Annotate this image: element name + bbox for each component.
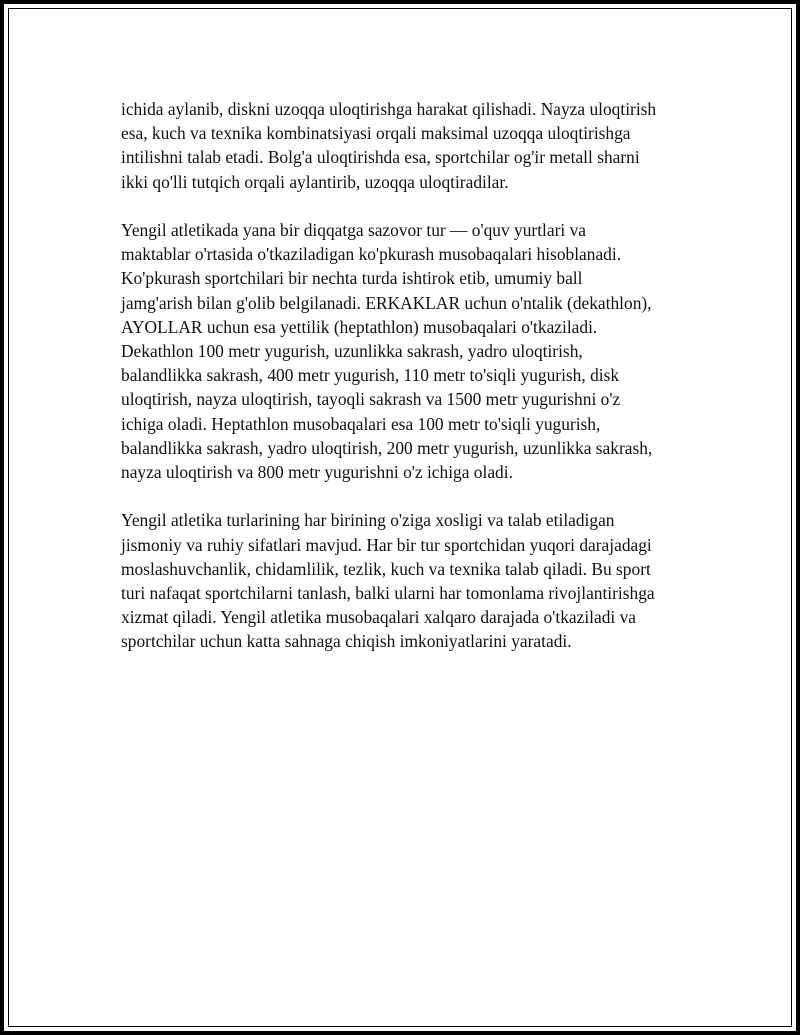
text-line: xizmat qiladi. Yengil atletika musobaqalari xalqaro darajada o'tkaziladi va <box>121 607 637 628</box>
text-line: Yengil atletika turlarining har birining o'ziga xosligi va talab etiladigan <box>121 510 615 531</box>
text-line: ichiga oladi. Heptathlon musobaqalari esa 100 metr to'siqli yugurish, <box>121 413 601 434</box>
text-line: nayza uloqtirish va 800 metr yugurishni o'z ichiga oladi. <box>121 462 513 483</box>
text-line: sportchilar uchun katta sahnaga chiqish imkoniyatlarini yaratadi. <box>121 631 572 652</box>
text-line: AYOLLAR uchun esa yettilik (heptathlon) musobaqalari o'tkaziladi. <box>121 316 598 337</box>
text-line: ikki qo'lli tutqich orqali aylantirib, uzoqqa uloqtiradilar. <box>121 171 509 192</box>
text-line: intilishni talab etadi. Bolg'a uloqtirishda esa, sportchilar og'ir metall sharni <box>121 147 640 168</box>
text-line: jismoniy va ruhiy sifatlari mavjud. Har bir tur sportchidan yuqori darajadagi <box>121 534 652 555</box>
text-line: turi nafaqat sportchilarni tanlash, balki ularni har tomonlama rivojlantirishga <box>121 583 655 604</box>
document-body <box>121 97 696 678</box>
text-line: Ko'pkurash sportchilari bir nechta turda ishtirok etib, umumiy ball <box>121 268 583 289</box>
paragraph <box>121 508 696 653</box>
paragraph <box>121 218 696 484</box>
text-line: moslashuvchanlik, chidamlilik, tezlik, kuch va texnika talab qiladi. Bu sport <box>121 558 651 579</box>
text-line: balandlikka sakrash, yadro uloqtirish, 200 metr yugurish, uzunlikka sakrash, <box>121 437 653 458</box>
text-line: Yengil atletikada yana bir diqqatga sazovor tur — o'quv yurtlari va <box>121 220 586 240</box>
text-line: esa, kuch va texnika kombinatsiyasi orqali maksimal uzoqqa uloqtirishga <box>121 123 631 144</box>
text-line: Dekathlon 100 metr yugurish, uzunlikka sakrash, yadro uloqtirish, <box>121 341 583 362</box>
text-line: ichida aylanib, diskni uzoqqa uloqtirishga harakat qilishadi. Nayza uloqtirish <box>121 99 657 119</box>
paragraph <box>121 97 696 194</box>
text-line: maktablar o'rtasida o'tkaziladigan ko'pkurash musobaqalari hisoblanadi. <box>121 244 622 265</box>
text-line: jamg'arish bilan g'olib belgilanadi. ERKAKLAR uchun o'ntalik (dekathlon), <box>121 292 652 313</box>
text-line: uloqtirish, nayza uloqtirish, tayoqli sakrash va 1500 metr yugurishni o'z <box>121 389 621 410</box>
text-line: balandlikka sakrash, 400 metr yugurish, 110 metr to'siqli yugurish, disk <box>121 365 620 386</box>
